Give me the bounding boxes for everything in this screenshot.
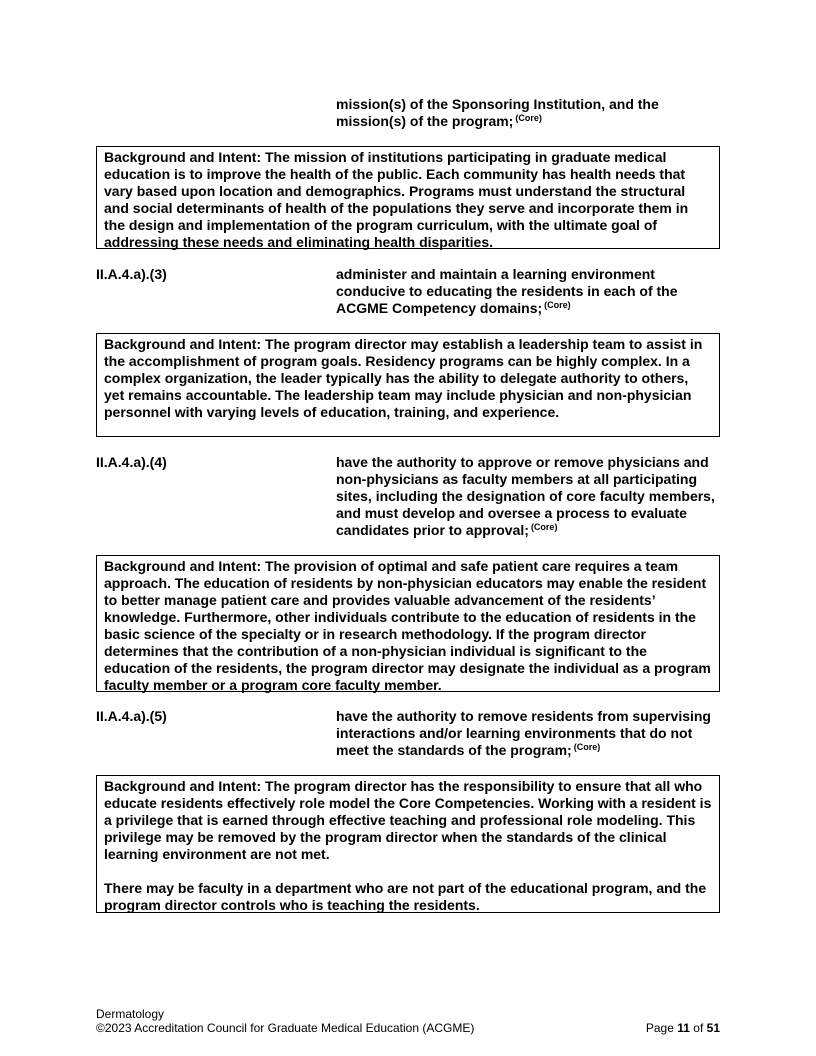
requirement-id: II.A.4.a).(5) [96, 708, 167, 724]
requirement-text: administer and maintain a learning environment conducive to educating the residents in each of the ACGME Competency domains; $^{(Core)}$ [336, 266, 678, 316]
footer-copyright: ©2023 Accreditation Council for Graduate Medical Education (ACGME) [96, 1021, 475, 1035]
requirement-text: mission(s) of the Sponsoring Institution, and the mission(s) of the program; $^{(Core)}$ [336, 96, 659, 129]
background-intent-box [96, 555, 720, 692]
requirement-id: II.A.4.a).(3) [96, 266, 167, 282]
background-intent-text: Background and Intent: The mission of institutions participating in graduate medical education is to improve the health of the public. Each community has health needs that vary based upon location and demographics. Programs must understand the structural and social determinants of health of the populations they serve and incorporate them in the design and implementation of the program curriculum, with the ultimate goal of addressing these needs and eliminating health disparities. [104, 149, 689, 250]
requirement-text: have the authority to approve or remove physicians and non-physicians as faculty members at all participating sites, including the designation of core faculty members, and must develop and oversee a process to evaluate candidates prior to approval; $^{(Core)}$ [336, 454, 715, 538]
core-tag: (Core) [544, 300, 571, 310]
background-intent-text: There may be faculty in a department who are not part of the educational program, and the program director controls who is teaching the residents. [104, 880, 707, 913]
page-total: 51 [706, 1021, 720, 1035]
background-intent-text: Background and Intent: The program director may establish a leadership team to assist in the accomplishment of program goals. Residency programs can be highly complex. In a complex organization, the leader typically has the ability to delegate authority to others, yet remains accountable. The leadership team may include physician and non-physician personnel with varying levels of education, training, and experience. [104, 336, 703, 420]
requirement-text: have the authority to remove residents from supervising interactions and/or learning environments that do not meet the standards of the program; $^{(Core)}$ [336, 708, 711, 758]
background-intent-box [96, 333, 720, 437]
background-intent-text: Background and Intent: The program director has the responsibility to ensure that all who educate residents effectively role model the Core Competencies. Working with a resident is a privilege that is earned through effective teaching and professional role modeling. This privilege may be removed by the program director when the standards of the clinical learning environment are not met. [104, 778, 712, 862]
core-tag: (Core) [573, 742, 601, 752]
page-number: Page 11 of 51 [645, 1021, 720, 1035]
page-current: 11 [677, 1021, 690, 1035]
background-intent-text: Background and Intent: The provision of optimal and safe patient care requires a team approach. The education of residents by non-physician educators may enable the resident to better manage patient care and provides valuable advancement of the residents’ knowledge. Furthermore, other individuals contribute to the education of residents in the basic science of the specialty or in research methodology. If the program director determines that the contribution of a non-physician individual is significant to the education of the residents, the program director may designate the individual as a program faculty member or a program core faculty member. [104, 558, 711, 693]
background-intent-box [96, 146, 720, 249]
page-footer [96, 1007, 720, 1035]
requirement-id: II.A.4.a).(4) [96, 454, 167, 470]
core-tag: (Core) [530, 522, 558, 532]
core-tag: (Core) [515, 113, 542, 123]
footer-specialty: Dermatology [96, 1007, 165, 1021]
background-intent-box [96, 775, 720, 913]
